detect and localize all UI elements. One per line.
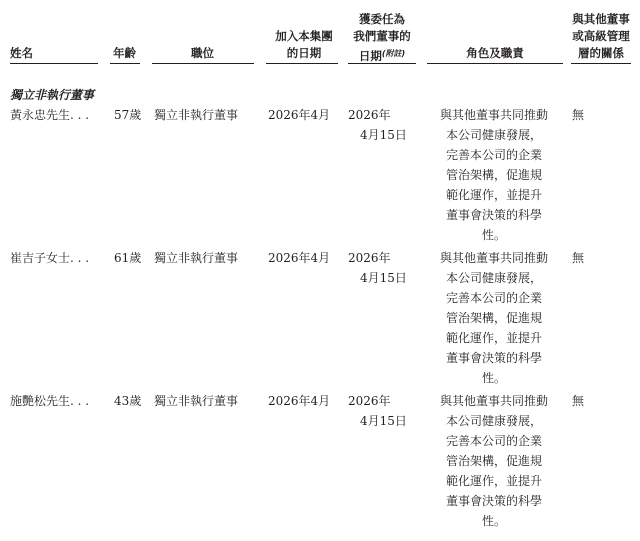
header-name: 姓名 xyxy=(10,46,33,60)
header-rule-relation xyxy=(571,63,631,64)
role-line: 性。 xyxy=(481,228,506,242)
header-rule-role xyxy=(427,63,563,64)
role-line: 與其他董事共同推動 xyxy=(439,108,548,122)
role-line: 董事會決策的科學 xyxy=(445,351,542,365)
role-line: 完善本公司的企業 xyxy=(445,434,542,448)
header-position: 職位 xyxy=(191,46,214,60)
header-appoint-line: 我們董事的 xyxy=(353,29,411,43)
row-relation: 無 xyxy=(572,108,585,122)
role-line: 範化運作，並提升 xyxy=(445,188,542,202)
row-position: 獨立非執行董事 xyxy=(154,394,239,408)
section-title: 獨立非執行董事 xyxy=(10,88,95,102)
header-appoint-date xyxy=(344,11,420,65)
row-relation: 無 xyxy=(572,394,585,408)
role-line: 與其他董事共同推動 xyxy=(439,251,548,265)
header-join-line: 加入本集團 xyxy=(275,29,333,43)
role-line: 範化運作，並提升 xyxy=(445,474,542,488)
row-role xyxy=(425,248,563,388)
role-line: 性。 xyxy=(481,371,506,385)
header-rule-appoint xyxy=(348,63,416,64)
row-appoint-year: 2026年 xyxy=(348,251,391,265)
header-relation-line: 或高級管理 xyxy=(572,29,630,43)
role-line: 本公司健康發展， xyxy=(445,128,542,142)
role-line: 管治架構，促進規 xyxy=(445,311,542,325)
row-join-date: 2026年4月 xyxy=(268,108,331,122)
role-line: 範化運作，並提升 xyxy=(445,331,542,345)
header-role: 角色及職責 xyxy=(466,46,524,60)
row-join-date: 2026年4月 xyxy=(268,394,331,408)
row-role xyxy=(425,105,563,245)
row-appoint-year: 2026年 xyxy=(348,108,391,122)
role-line: 完善本公司的企業 xyxy=(445,291,542,305)
row-name: 施艷松先生. . . xyxy=(10,394,90,408)
header-join-date xyxy=(262,28,346,62)
row-appoint-day: 4月15日 xyxy=(360,271,407,285)
row-relation: 無 xyxy=(572,251,585,265)
row-role xyxy=(425,391,563,531)
row-name: 黃永忠先生. . . xyxy=(10,108,90,122)
header-join-line: 的日期 xyxy=(286,46,322,60)
row-age: 61歲 xyxy=(114,251,142,265)
header-rule-position xyxy=(152,63,254,64)
row-appoint-day: 4月15日 xyxy=(360,414,407,428)
role-line: 管治架構，促進規 xyxy=(445,454,542,468)
row-join-date: 2026年4月 xyxy=(268,251,331,265)
row-age: 57歲 xyxy=(114,108,142,122)
role-line: 董事會決策的科學 xyxy=(445,494,542,508)
row-position: 獨立非執行董事 xyxy=(154,251,239,265)
header-rule-join xyxy=(266,63,338,64)
header-appoint-note: (附註) xyxy=(381,49,406,58)
header-appoint-line: 日期$^{(附註)}$ xyxy=(358,49,406,63)
role-line: 董事會決策的科學 xyxy=(445,208,542,222)
header-relation xyxy=(566,11,636,62)
header-relation-line: 與其他董事 xyxy=(572,12,630,26)
row-name: 崔吉子女士. . . xyxy=(10,251,90,265)
role-line: 性。 xyxy=(481,514,506,528)
row-appoint-year: 2026年 xyxy=(348,394,391,408)
role-line: 與其他董事共同推動 xyxy=(439,394,548,408)
header-rule-name xyxy=(10,63,98,64)
role-line: 本公司健康發展， xyxy=(445,271,542,285)
row-position: 獨立非執行董事 xyxy=(154,108,239,122)
role-line: 管治架構，促進規 xyxy=(445,168,542,182)
header-appoint-line: 獲委任為 xyxy=(359,12,405,26)
header-age: 年齡 xyxy=(113,46,136,60)
header-rule-age xyxy=(110,63,140,64)
row-age: 43歲 xyxy=(114,394,142,408)
header-relation-line: 層的關係 xyxy=(578,46,624,60)
role-line: 本公司健康發展， xyxy=(445,414,542,428)
row-appoint-day: 4月15日 xyxy=(360,128,407,142)
role-line: 完善本公司的企業 xyxy=(445,148,542,162)
